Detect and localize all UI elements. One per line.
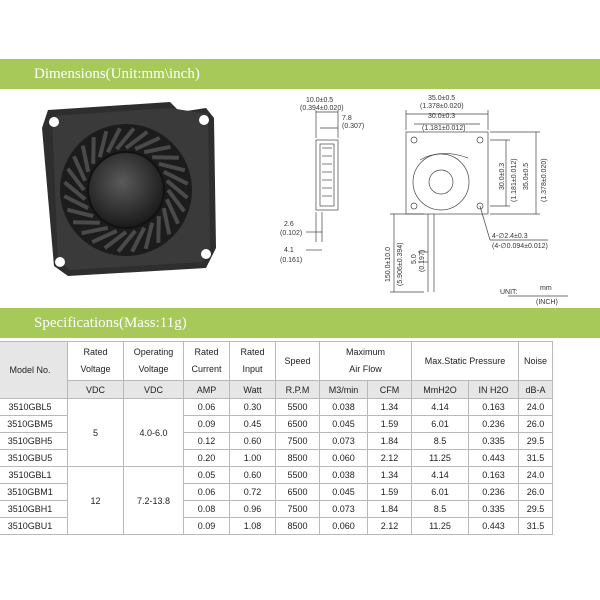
header-unit: AMP [184, 381, 230, 399]
specifications-banner [0, 308, 600, 338]
hole-spec-in: (4-∅0.094±0.012) [492, 243, 548, 250]
model-cell: 3510GBH1 [0, 501, 68, 518]
amp-cell: 0.20 [184, 450, 230, 467]
m3-cell: 0.045 [320, 484, 368, 501]
m3-cell: 0.045 [320, 416, 368, 433]
header-rated-voltage: Rated Voltage [68, 342, 124, 381]
m3-cell: 0.038 [320, 399, 368, 416]
front-height: 35.0±0.5 [523, 162, 530, 190]
front-width-mm: 35.0±0.5 [428, 95, 456, 102]
model-cell: 3510GBH5 [0, 433, 68, 450]
rpm-cell: 5500 [276, 399, 320, 416]
side-mount-in: (0.102) [280, 230, 303, 237]
side-depth-mm: 7.8 [342, 115, 352, 122]
table-row [0, 467, 553, 484]
hole-pitch-in: (1.181±0.012) [422, 125, 466, 132]
header-noise: Noise [519, 342, 553, 381]
dba-cell: 31.5 [519, 450, 553, 467]
watt-cell: 1.08 [230, 518, 276, 535]
mmh2o-cell: 8.5 [412, 501, 469, 518]
header-unit: Watt [230, 381, 276, 399]
inh2o-cell: 0.236 [469, 484, 519, 501]
operating-voltage-cell: 4.0-6.0 [124, 399, 184, 467]
hole-pitch-mm: 30.0±0.3 [428, 113, 456, 120]
front-height-pitch-in: (1.181±0.012) [511, 158, 518, 202]
amp-cell: 0.05 [184, 467, 230, 484]
inh2o-cell: 0.163 [469, 467, 519, 484]
watt-cell: 0.72 [230, 484, 276, 501]
watt-cell: 0.60 [230, 467, 276, 484]
mmh2o-cell: 6.01 [412, 416, 469, 433]
rated-voltage-cell: 12 [68, 467, 124, 535]
side-foot-mm: 4.1 [284, 247, 294, 254]
header-row [0, 342, 553, 381]
amp-cell: 0.09 [184, 518, 230, 535]
amp-cell: 0.09 [184, 416, 230, 433]
side-depth-in: (0.307) [342, 123, 365, 130]
lead-width-in: (0.197) [419, 249, 426, 272]
dimensions-banner [0, 59, 600, 89]
watt-cell: 0.30 [230, 399, 276, 416]
side-mount-mm: 2.6 [284, 221, 294, 228]
fan-photo [30, 98, 230, 280]
m3-cell: 0.073 [320, 501, 368, 518]
header-speed: Speed [276, 342, 320, 381]
cfm-cell: 2.12 [368, 450, 412, 467]
lead-width: 5.0 [411, 254, 418, 264]
header-rated-input: Rated Input [230, 342, 276, 381]
header-model: Model No. [0, 342, 68, 399]
unit-inch: (INCH) [536, 299, 558, 306]
rpm-cell: 7500 [276, 501, 320, 518]
dba-cell: 29.5 [519, 433, 553, 450]
table-row [0, 399, 553, 416]
header-units-row [0, 381, 553, 399]
fan-blade [158, 216, 159, 243]
header-unit: VDC [124, 381, 184, 399]
fan-blade [152, 157, 179, 158]
watt-cell: 0.96 [230, 501, 276, 518]
inh2o-cell: 0.163 [469, 399, 519, 416]
dba-cell: 26.0 [519, 416, 553, 433]
cfm-cell: 2.12 [368, 518, 412, 535]
header-operating-voltage: Operating Voltage [124, 342, 184, 381]
side-width-in: (0.394±0.020) [300, 105, 344, 112]
header-unit: IN H2O [469, 381, 519, 399]
mmh2o-cell: 8.5 [412, 433, 469, 450]
model-cell: 3510GBL5 [0, 399, 68, 416]
cfm-cell: 1.59 [368, 484, 412, 501]
rpm-cell: 6500 [276, 416, 320, 433]
header-unit: VDC [68, 381, 124, 399]
inh2o-cell: 0.335 [469, 433, 519, 450]
side-width-mm: 10.0±0.5 [306, 97, 334, 104]
header-unit: MmH2O [412, 381, 469, 399]
lead-length: 150.0±10.0 [385, 247, 392, 282]
spec-table [0, 341, 553, 535]
mmh2o-cell: 11.25 [412, 518, 469, 535]
lead-length-in: (5.906±0.394) [397, 242, 404, 286]
rpm-cell: 5500 [276, 467, 320, 484]
inh2o-cell: 0.236 [469, 416, 519, 433]
inh2o-cell: 0.443 [469, 518, 519, 535]
cfm-cell: 1.84 [368, 433, 412, 450]
rpm-cell: 8500 [276, 450, 320, 467]
unit-mm: mm [540, 285, 552, 292]
model-cell: 3510GBL1 [0, 467, 68, 484]
m3-cell: 0.060 [320, 518, 368, 535]
m3-cell: 0.060 [320, 450, 368, 467]
mmh2o-cell: 4.14 [412, 399, 469, 416]
mmh2o-cell: 6.01 [412, 484, 469, 501]
rated-voltage-cell: 5 [68, 399, 124, 467]
cfm-cell: 1.34 [368, 399, 412, 416]
inh2o-cell: 0.443 [469, 450, 519, 467]
cfm-cell: 1.34 [368, 467, 412, 484]
watt-cell: 1.00 [230, 450, 276, 467]
front-height-in: (1.378±0.020) [541, 158, 548, 202]
rpm-cell: 6500 [276, 484, 320, 501]
m3-cell: 0.038 [320, 467, 368, 484]
operating-voltage-cell: 7.2-13.8 [124, 467, 184, 535]
cfm-cell: 1.59 [368, 416, 412, 433]
dba-cell: 31.5 [519, 518, 553, 535]
header-unit: dB-A [519, 381, 553, 399]
fan-blade [93, 137, 94, 164]
header-max-static-pressure: Max.Static Pressure [412, 342, 519, 381]
model-cell: 3510GBM1 [0, 484, 68, 501]
dba-cell: 24.0 [519, 399, 553, 416]
specifications-title: Specifications(Mass:11g) [34, 315, 187, 331]
front-width-in: (1.378±0.020) [420, 103, 464, 110]
fan-blade [73, 222, 100, 223]
m3-cell: 0.073 [320, 433, 368, 450]
hole-spec: 4-∅2.4±0.3 [492, 233, 528, 240]
unit-label: UNIT: [500, 289, 518, 296]
watt-cell: 0.45 [230, 416, 276, 433]
mmh2o-cell: 4.14 [412, 467, 469, 484]
amp-cell: 0.06 [184, 399, 230, 416]
amp-cell: 0.12 [184, 433, 230, 450]
header-max-air-flow: Maximum Air Flow [320, 342, 412, 381]
rpm-cell: 7500 [276, 433, 320, 450]
dba-cell: 26.0 [519, 484, 553, 501]
front-height-pitch: 30.0±0.3 [499, 162, 506, 190]
cfm-cell: 1.84 [368, 501, 412, 518]
side-foot-in: (0.161) [280, 257, 303, 264]
model-cell: 3510GBU5 [0, 450, 68, 467]
mmh2o-cell: 11.25 [412, 450, 469, 467]
dba-cell: 24.0 [519, 467, 553, 484]
rpm-cell: 8500 [276, 518, 320, 535]
header-unit: R.P.M [276, 381, 320, 399]
amp-cell: 0.08 [184, 501, 230, 518]
inh2o-cell: 0.335 [469, 501, 519, 518]
dimension-drawing [278, 92, 578, 306]
amp-cell: 0.06 [184, 484, 230, 501]
header-rated-current: Rated Current [184, 342, 230, 381]
header-unit: CFM [368, 381, 412, 399]
model-cell: 3510GBM5 [0, 416, 68, 433]
dimensions-title: Dimensions(Unit:mm\inch) [34, 66, 200, 82]
model-cell: 3510GBU1 [0, 518, 68, 535]
watt-cell: 0.60 [230, 433, 276, 450]
header-unit: M3/min [320, 381, 368, 399]
dba-cell: 29.5 [519, 501, 553, 518]
